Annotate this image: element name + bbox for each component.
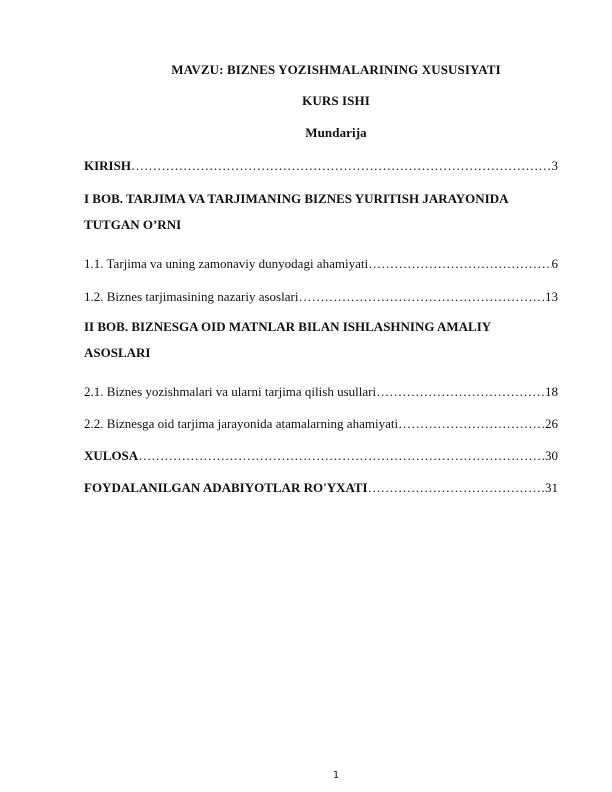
- toc-chapter-2: II BOB. BIZNESGA OID MATNLAR BILAN ISHLASHNING AMALIY ASOSLARI: [84, 319, 491, 360]
- toc-entry-1-2: [84, 289, 558, 307]
- toc-entry-xulosa: [84, 448, 558, 466]
- toc-leader-dots: [398, 416, 545, 432]
- toc-entry-label: XULOSA: [84, 448, 139, 463]
- toc-leader-dots: [368, 256, 551, 272]
- toc-entry-page: 13: [545, 289, 558, 304]
- toc-entry-page: 26: [545, 416, 558, 431]
- toc-entry-page: 3: [551, 158, 558, 173]
- toc-entry-kirish: [84, 158, 558, 176]
- topic-title: MAVZU: BIZNES YOZISHMALARINING XUSUSIYATI: [171, 62, 501, 77]
- toc-entry-label: 1.2. Biznes tarjimasining nazariy asoslari: [84, 289, 299, 304]
- toc-leader-dots: [298, 289, 545, 305]
- toc-entry-page: 6: [551, 256, 558, 271]
- toc-entry-2-1: [84, 384, 558, 402]
- toc-entry-label: 1.1. Tarjima va uning zamonaviy dunyodagi ahamiyati: [84, 256, 369, 271]
- toc-entry-1-1: [84, 256, 558, 274]
- toc-entry-label: 2.1. Biznes yozishmalari va ularni tarjima qilish usullari: [84, 384, 377, 399]
- toc-entry-label: 2.2. Biznesga oid tarjima jarayonida atamalarning ahamiyati: [84, 416, 399, 431]
- toc-entry-references: [84, 480, 558, 498]
- toc-chapter-1: I BOB. TARJIMA VA TARJIMANING BIZNES YURITISH JARAYONIDA TUTGAN O’RNI: [84, 191, 508, 232]
- toc-leader-dots: [138, 448, 545, 464]
- work-type-title: KURS ISHI: [302, 93, 370, 108]
- toc-entry-2-2: [84, 416, 558, 434]
- toc-leader-dots: [376, 384, 545, 400]
- toc-leader-dots: [131, 158, 552, 174]
- toc-entry-page: 31: [545, 480, 558, 495]
- toc-entry-page: 18: [545, 384, 558, 399]
- contents-heading: Mundarija: [305, 125, 367, 140]
- toc-entry-label: FOYDALANILGAN ADABIYOTLAR RO'YXATI: [84, 480, 368, 495]
- toc-leader-dots: [368, 480, 545, 496]
- toc-entry-page: 30: [545, 448, 558, 463]
- page-number: 1: [332, 770, 340, 781]
- toc-entry-label: KIRISH: [84, 158, 131, 173]
